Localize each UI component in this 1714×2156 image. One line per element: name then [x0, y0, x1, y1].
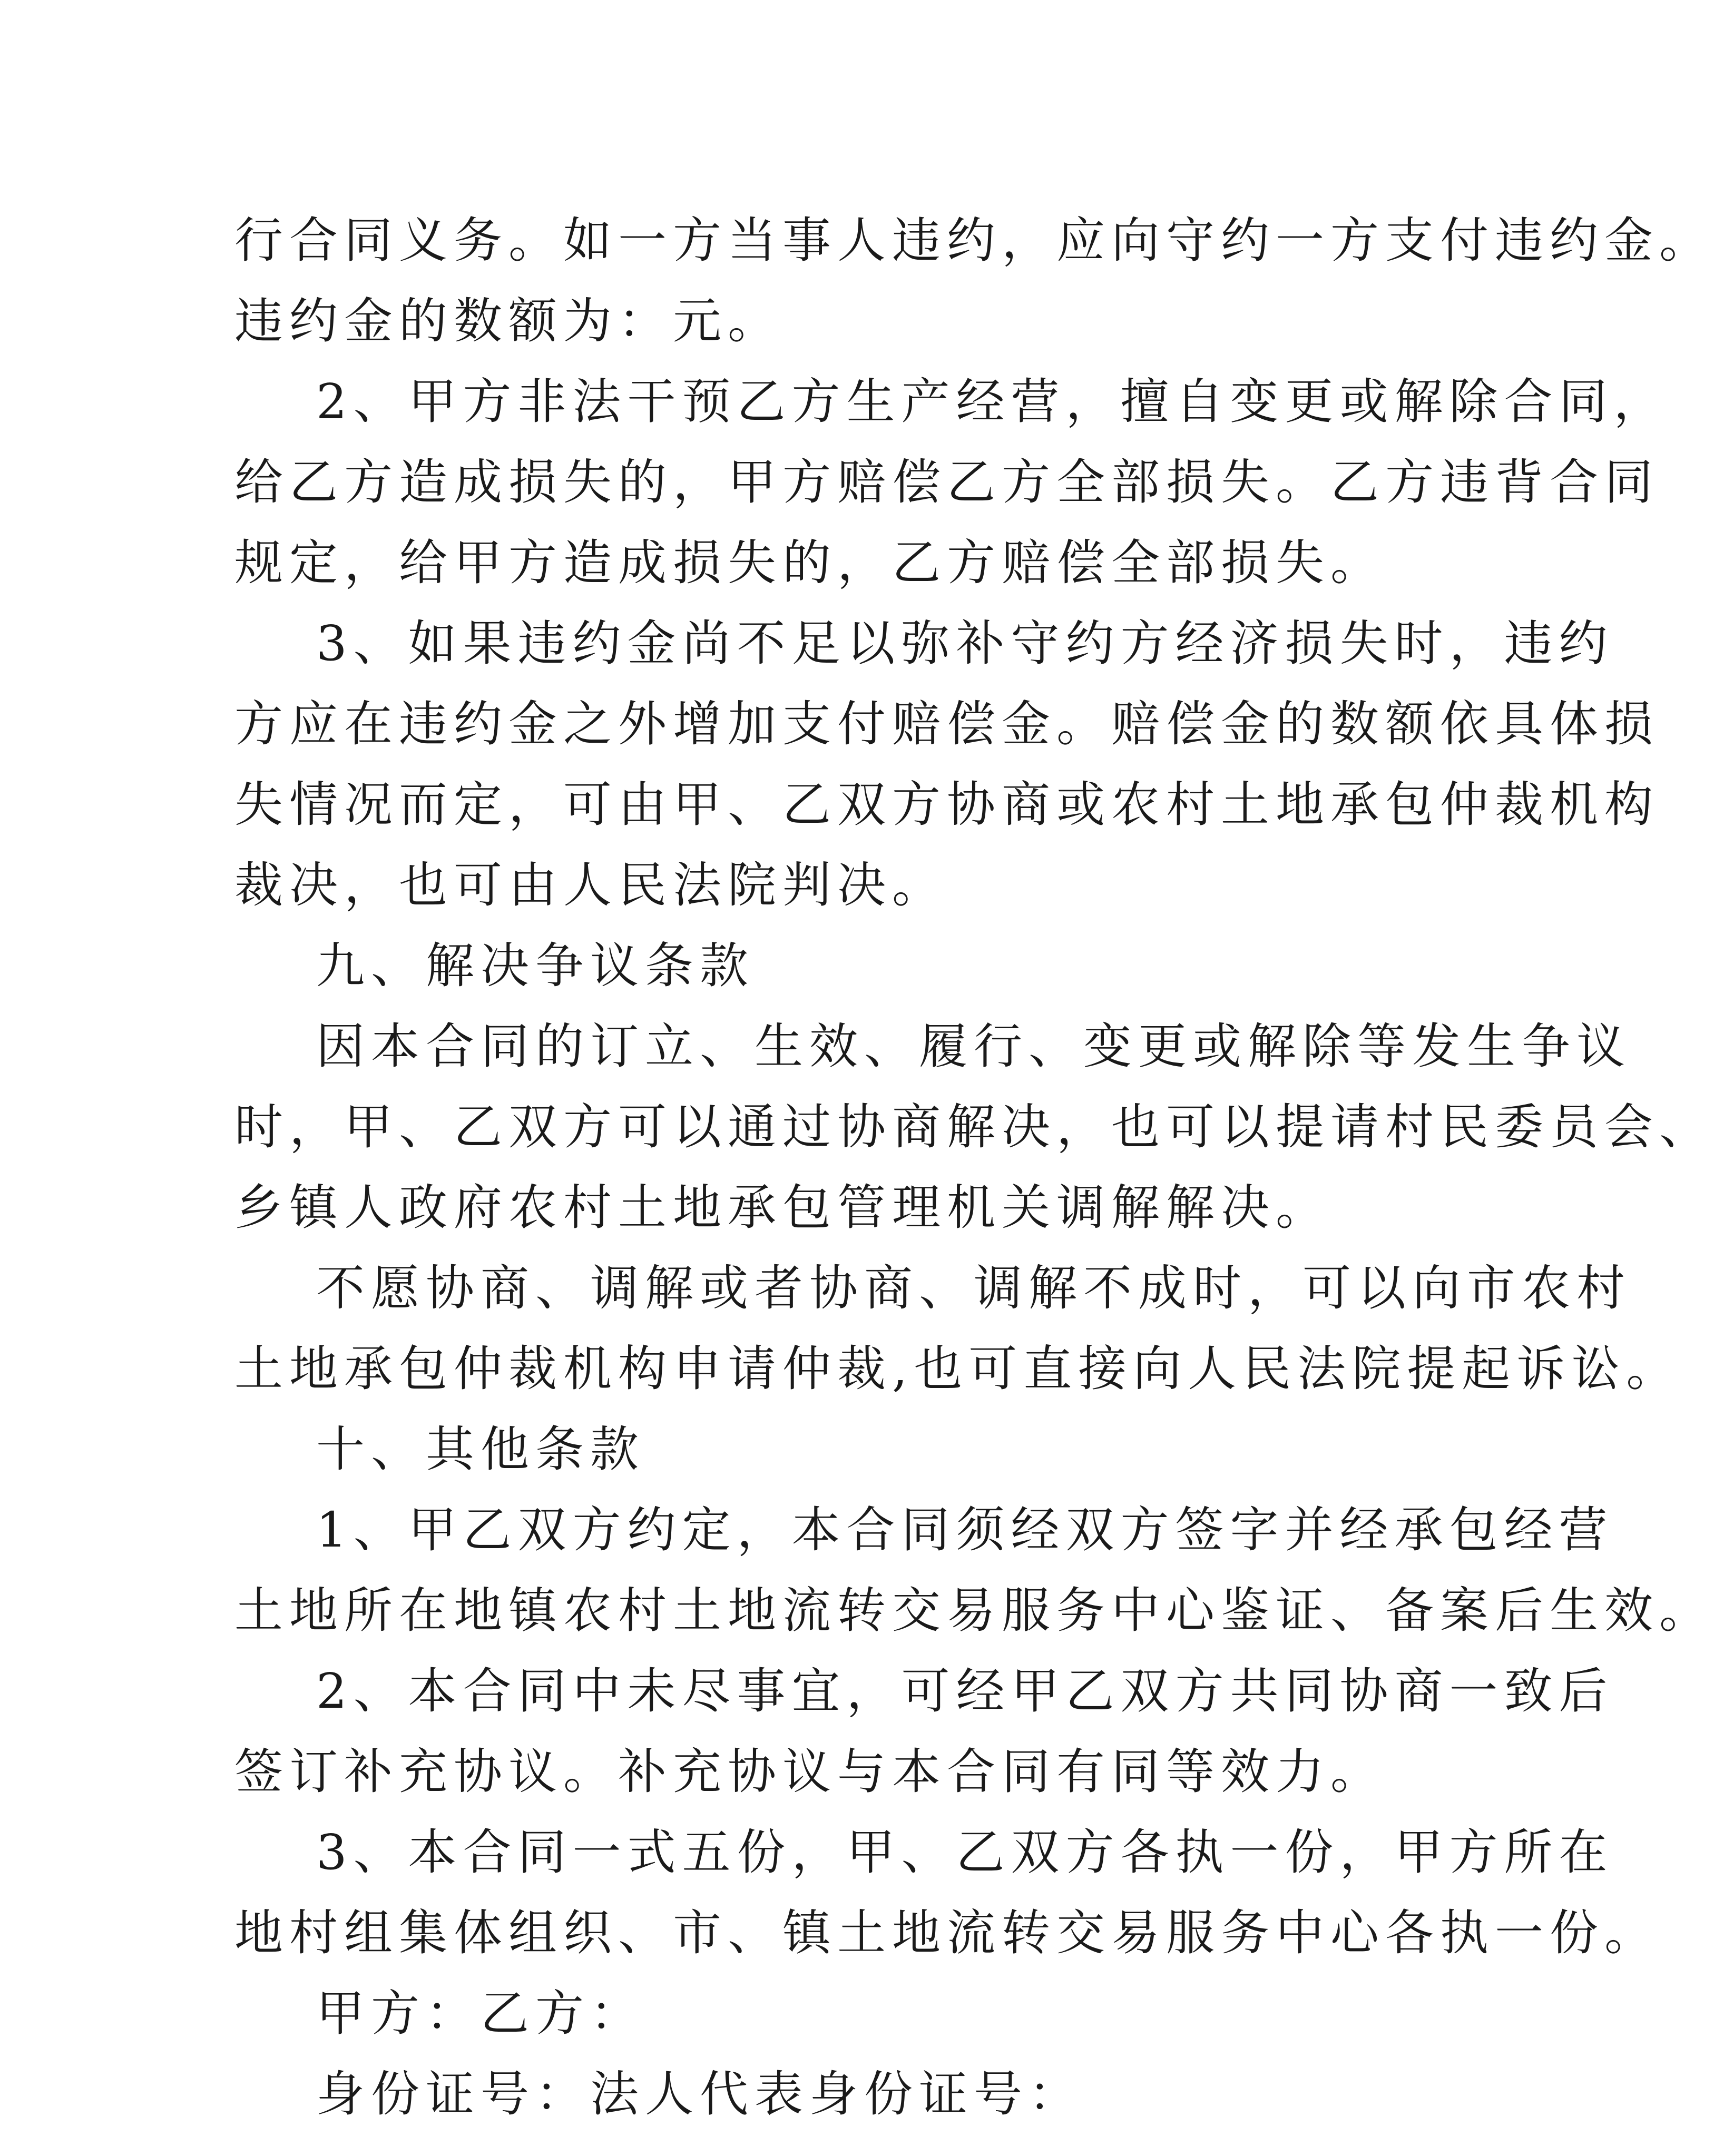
text-line: 时，甲、乙双方可以通过协商解决，也可以提请村民委员会、 [234, 1099, 1714, 1155]
text-line: 土地所在地镇农村土地流转交易服务中心鉴证、备案后生效。 [234, 1582, 1714, 1639]
text-line: 土地承包仲裁机构申请仲裁,也可直接向人民法院提起诉讼。 [234, 1341, 1681, 1397]
text-line: 裁决，也可由人民法院判决。 [234, 857, 947, 913]
text-line: 违约金的数额为：元。 [234, 293, 783, 349]
text-line: 行合同义务。如一方当事人违约，应向守约一方支付违约金。 [234, 212, 1714, 269]
section-heading: 十、其他条款 [316, 1421, 645, 1478]
text-line: 2、甲方非法干预乙方生产经营，擅自变更或解除合同， [316, 373, 1669, 430]
signature-party-line: 甲方：乙方： [316, 1985, 645, 2042]
section-heading: 九、解决争议条款 [316, 938, 755, 994]
text-line: 3、如果违约金尚不足以弥补守约方经济损失时，违约 [316, 615, 1614, 672]
text-line: 规定，给甲方造成损失的，乙方赔偿全部损失。 [234, 535, 1386, 591]
text-line: 3、本合同一式五份，甲、乙双方各执一份，甲方所在 [316, 1824, 1614, 1881]
text-line: 2、本合同中未尽事宜，可经甲乙双方共同协商一致后 [316, 1663, 1614, 1719]
text-line: 方应在违约金之外增加支付赔偿金。赔偿金的数额依具体损 [234, 696, 1660, 752]
text-line: 失情况而定，可由甲、乙双方协商或农村土地承包仲裁机构 [234, 776, 1660, 833]
text-line: 乡镇人政府农村土地承包管理机关调解解决。 [234, 1179, 1331, 1236]
text-line: 1、甲乙双方约定，本合同须经双方签字并经承包经营 [316, 1502, 1614, 1558]
id-number-line: 身份证号：法人代表身份证号： [316, 2066, 1084, 2122]
text-line: 不愿协商、调解或者协商、调解不成时，可以向市农村 [316, 1260, 1632, 1316]
text-line: 地村组集体组织、市、镇土地流转交易服务中心各执一份。 [234, 1905, 1660, 1961]
text-line: 因本合同的订立、生效、履行、变更或解除等发生争议 [316, 1018, 1632, 1075]
text-line: 给乙方造成损失的，甲方赔偿乙方全部损失。乙方违背合同 [234, 454, 1660, 510]
text-line: 签订补充协议。补充协议与本合同有同等效力。 [234, 1744, 1386, 1800]
